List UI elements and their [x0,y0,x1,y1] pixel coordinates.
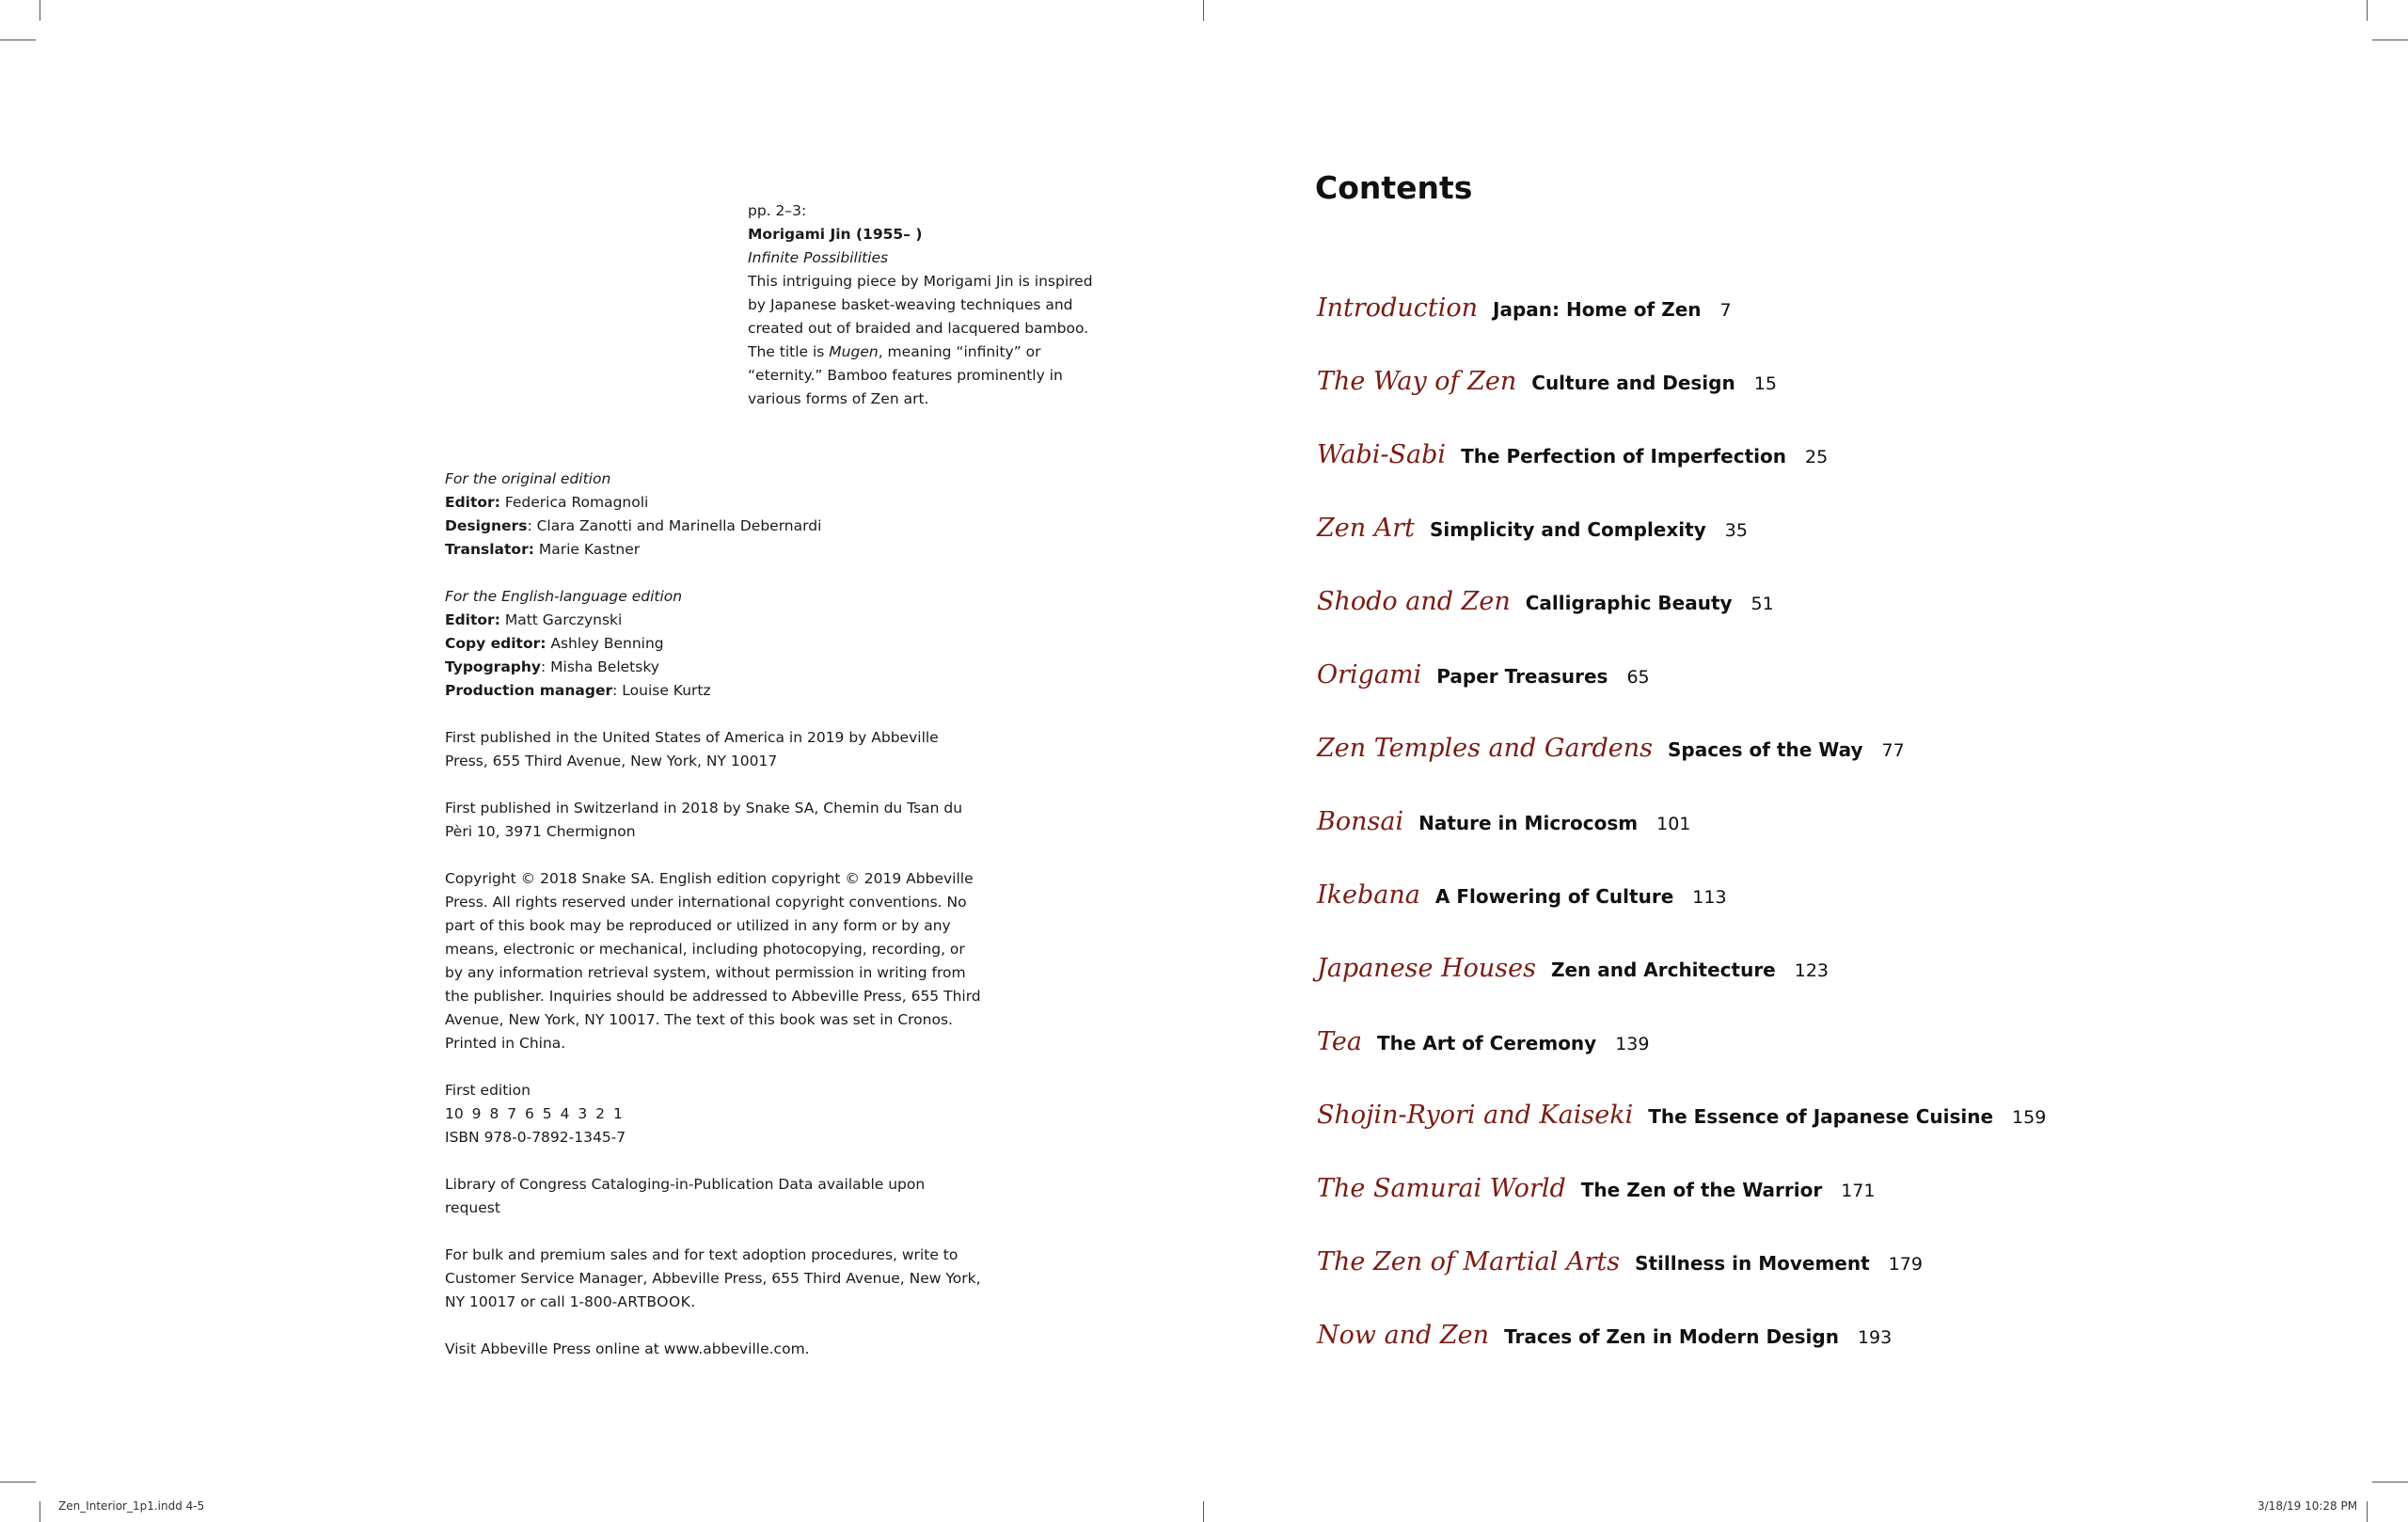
toc-page-number: 123 [1794,960,1830,981]
swiss-publication-note [445,797,981,844]
toc-chapter-title: Bonsai [1317,807,1404,836]
credit-name: : Clara Zanotti and Marinella Debernardi [527,517,822,534]
caption-mugen: Mugen [829,343,879,360]
toc-page-number: 159 [2012,1107,2047,1128]
toc-subtitle: Culture and Design [1531,372,1735,394]
toc-chapter-title: Tea [1317,1027,1362,1056]
caption-line [748,341,1105,364]
toc-subtitle: Calligraphic Beauty [1525,592,1733,614]
toc-entry [1317,440,2258,514]
toc-subtitle: Paper Treasures [1436,665,1608,688]
text-line: First published in the United States of America in 2019 by Abbeville [445,729,939,746]
text-segment: . [690,1293,696,1310]
toc-subtitle: Zen and Architecture [1550,959,1776,981]
credit-role: Designers [445,517,528,534]
toc-entry [1317,1174,2258,1247]
credit-role: Translator: [445,541,534,558]
toc-entry [1317,807,2258,880]
edition-info [445,1079,981,1149]
toc-entry [1317,734,2258,807]
toc-chapter-title: The Way of Zen [1317,367,1517,396]
caption-artist: Morigami Jin (1955– ) [748,226,923,243]
toc-subtitle: The Zen of the Warrior [1580,1179,1823,1201]
english-edition-credits [445,585,981,703]
toc-entry [1317,587,2258,660]
toc-entry [1317,367,2258,440]
toc-chapter-title: Zen Temples and Gardens [1317,734,1653,763]
credit-name: Marie Kastner [533,541,641,558]
toc-entry [1317,293,2258,367]
text-line: For bulk and premium sales and for text adoption procedures, write to [445,1246,958,1263]
toc-page-number: 35 [1724,520,1748,541]
website-line: Visit Abbeville Press online at www.abbeville.com. [445,1340,810,1357]
text-segment: NY 10017 or call 1-800- [445,1293,618,1310]
toc-page-number: 139 [1615,1034,1650,1054]
toc-chapter-title: The Zen of Martial Arts [1317,1247,1621,1276]
text-line: Customer Service Manager, Abbeville Press, 655 Third Avenue, New York, [445,1270,981,1287]
credit-line [445,632,981,656]
credit-line [445,679,981,703]
credit-role: Production manager [445,682,613,699]
toc-chapter-title: Ikebana [1317,880,1420,910]
toc-page-number: 193 [1857,1327,1893,1348]
text-line: Library of Congress Cataloging-in-Publication Data available upon [445,1176,926,1193]
text-line: request [445,1199,500,1216]
credit-line [445,538,981,562]
toc-chapter-title: Shodo and Zen [1317,587,1511,616]
text-line: the publisher. Inquiries should be addressed to Abbeville Press, 655 Third [445,988,981,1005]
credit-role: Editor: [445,494,500,511]
text-line [445,1291,981,1314]
toc-entry [1317,1101,2258,1174]
toc-entry [1317,514,2258,587]
us-publication-note [445,726,981,773]
toc-chapter-title: The Samurai World [1317,1174,1566,1203]
toc-page-number: 113 [1692,887,1727,908]
original-edition-credits [445,468,981,562]
toc-subtitle: Simplicity and Complexity [1429,518,1706,541]
toc-page-number: 171 [1841,1181,1876,1201]
library-note [445,1173,981,1220]
toc-subtitle: Japan: Home of Zen [1493,298,1702,321]
toc-page-number: 7 [1719,300,1732,321]
text-line: Avenue, New York, NY 10017. The text of this book was set in Cronos. [445,1011,953,1028]
toc-chapter-title: Wabi-Sabi [1317,440,1447,469]
crop-mark [1203,0,1204,21]
printing-line: 10 9 8 7 6 5 4 3 2 1 [445,1105,623,1122]
toc-subtitle: Stillness in Movement [1635,1252,1870,1275]
caption-line: created out of braided and lacquered bamboo. [748,320,1089,337]
caption-line: various forms of Zen art. [748,390,929,407]
caption-text: , meaning “infinity” or [878,343,1041,360]
caption-line: “eternity.” Bamboo features prominently in [748,367,1063,384]
toc-page-number: 77 [1881,740,1905,761]
text-line: Press, 655 Third Avenue, New York, NY 10017 [445,753,778,769]
copyright-notice [445,867,981,1055]
credit-name: Ashley Benning [546,635,664,652]
text-line: by any information retrieval system, without permission in writing from [445,964,966,981]
table-of-contents [1317,293,2258,1394]
caption-text: The title is [748,343,830,360]
caption-line: by Japanese basket-weaving techniques and [748,296,1073,313]
toc-subtitle: A Flowering of Culture [1434,885,1674,908]
isbn: ISBN 978-0-7892-1345-7 [445,1129,626,1146]
toc-page-number: 51 [1751,594,1774,614]
text-line: Copyright © 2018 Snake SA. English edition copyright © 2019 Abbeville [445,870,974,887]
english-edition-heading: For the English-language edition [445,588,683,605]
toc-page-number: 65 [1626,667,1650,688]
crop-mark [1203,1501,1204,1522]
toc-subtitle: Traces of Zen in Modern Design [1504,1325,1839,1348]
text-line: means, electronic or mechanical, including photocopying, recording, or [445,941,965,958]
colophon [445,468,981,1385]
text-line: Pèri 10, 3971 Chermignon [445,823,636,840]
toc-chapter-title: Now and Zen [1317,1321,1490,1350]
text-line: part of this book may be reproduced or utilized in any form or by any [445,917,951,934]
original-edition-heading: For the original edition [445,470,611,487]
edition-label: First edition [445,1082,531,1099]
visit-note [445,1338,981,1361]
file-slug: Zen_Interior_1p1.indd 4-5 [58,1499,205,1513]
credit-line [445,609,981,632]
credit-line [445,515,981,538]
toc-entry [1317,954,2258,1027]
toc-page-number: 101 [1656,814,1691,834]
toc-chapter-title: Origami [1317,660,1422,690]
toc-subtitle: The Essence of Japanese Cuisine [1648,1105,1994,1128]
toc-chapter-title: Introduction [1317,293,1478,323]
caption-line: This intriguing piece by Morigami Jin is inspired [748,273,1093,290]
text-line: First published in Switzerland in 2018 by Snake SA, Chemin du Tsan du [445,800,963,816]
credit-name: Matt Garczynski [499,611,623,628]
credit-name: : Misha Beletsky [541,658,659,675]
toc-subtitle: Spaces of the Way [1667,738,1863,761]
credit-role: Editor: [445,611,500,628]
toc-subtitle: The Art of Ceremony [1377,1032,1597,1054]
credit-name: Federica Romagnoli [499,494,649,511]
toc-page-number: 179 [1888,1254,1923,1275]
caption-pages: pp. 2–3: [748,202,807,219]
toc-subtitle: Nature in Microcosm [1418,812,1639,834]
contents-heading: Contents [1315,169,1473,206]
credit-role: Copy editor: [445,635,547,652]
bulk-sales-note [445,1244,981,1314]
toc-entry [1317,1247,2258,1321]
caption-work-title: Infinite Possibilities [748,249,889,266]
credit-role: Typography [445,658,542,675]
toc-entry [1317,880,2258,954]
toc-chapter-title: Zen Art [1317,514,1415,543]
toc-entry [1317,1321,2258,1394]
toc-subtitle: The Perfection of Imperfection [1461,445,1786,468]
toc-chapter-title: Shojin-Ryori and Kaiseki [1317,1101,1634,1130]
toc-entry [1317,660,2258,734]
text-line: Press. All rights reserved under international copyright conventions. No [445,894,967,911]
credit-line [445,491,981,515]
text-line: Printed in China. [445,1035,566,1052]
toc-page-number: 15 [1753,373,1777,394]
crop-mark [2367,0,2368,21]
credit-name: : Louise Kurtz [612,682,711,699]
phone-word: ARTBOOK [617,1293,691,1310]
toc-page-number: 25 [1804,447,1829,468]
image-caption [748,199,1105,411]
credit-line [445,656,981,679]
crop-mark [2367,1501,2368,1522]
date-slug: 3/18/19 10:28 PM [2258,1499,2358,1513]
toc-chapter-title: Japanese Houses [1317,954,1536,983]
toc-entry [1317,1027,2258,1101]
